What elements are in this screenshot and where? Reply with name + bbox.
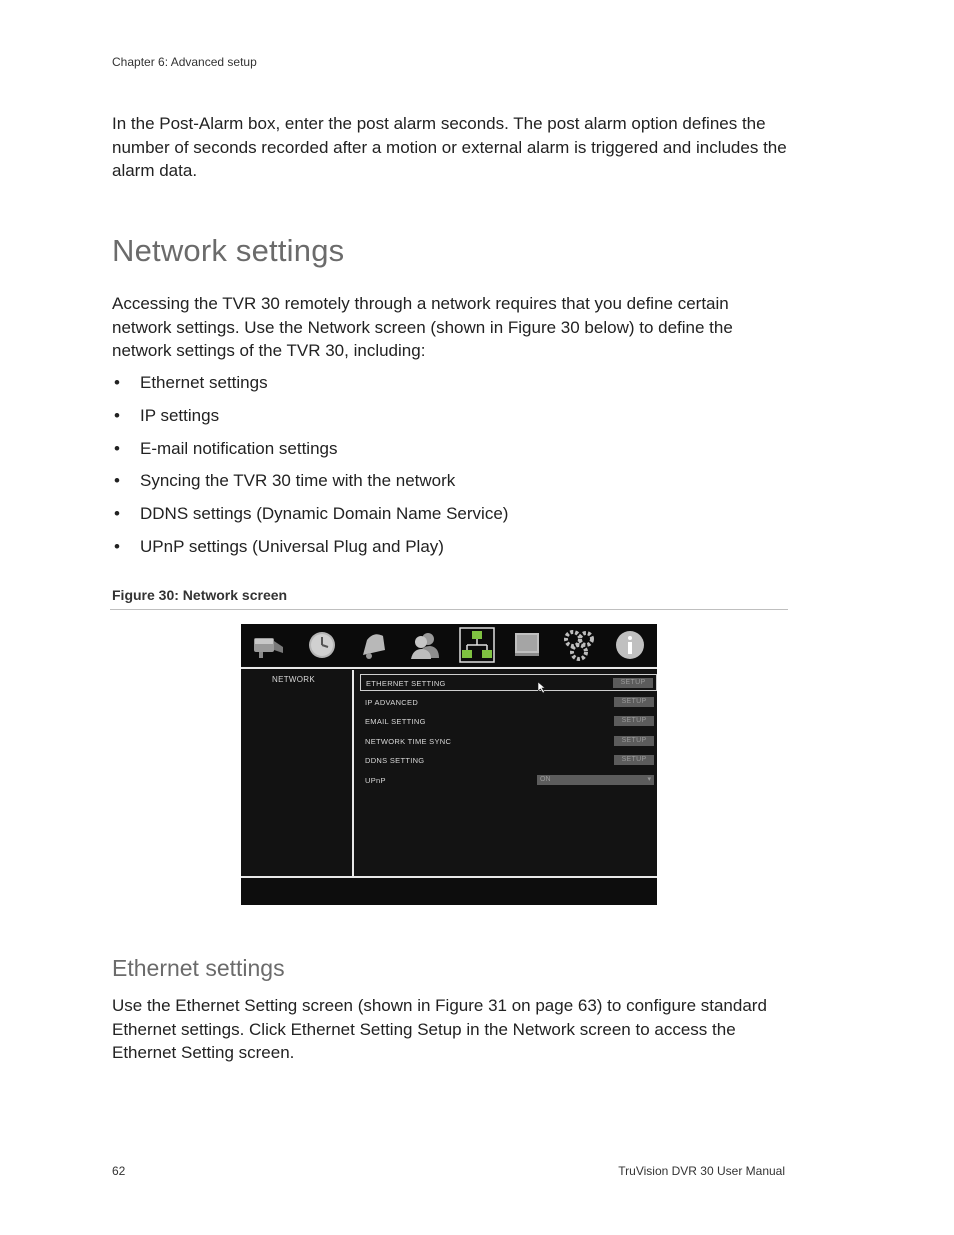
running-header: Chapter 6: Advanced setup [112, 55, 257, 69]
bullet-icon: • [114, 373, 120, 392]
ddns-setup-button[interactable]: SETUP [614, 755, 654, 765]
caption-rule [110, 609, 788, 610]
ddns-setting-row[interactable] [360, 752, 657, 769]
users-icon[interactable] [408, 628, 442, 662]
gears-icon[interactable] [562, 628, 596, 662]
ip-advanced-setup-button[interactable]: SETUP [614, 697, 654, 707]
info-icon[interactable] [613, 628, 647, 662]
camera-icon[interactable] [251, 628, 285, 662]
list-item: • E-mail notification settings [114, 438, 338, 458]
monitor-icon[interactable] [511, 628, 545, 662]
email-setting-row[interactable] [360, 713, 657, 730]
row-label: UPnP [365, 776, 386, 785]
network-icon[interactable] [459, 627, 495, 663]
list-item: • DDNS settings (Dynamic Domain Name Service) [114, 504, 509, 524]
network-time-sync-row[interactable] [360, 733, 657, 750]
row-label: IP ADVANCED [365, 698, 419, 707]
section-title: Network settings [112, 233, 345, 268]
left-nav-panel [241, 670, 352, 876]
row-label: EMAIL SETTING [365, 717, 426, 726]
page-number: 62 [112, 1164, 126, 1178]
manual-title: TruVision DVR 30 User Manual [618, 1164, 785, 1178]
row-label: NETWORK TIME SYNC [365, 737, 452, 746]
status-bar [241, 878, 657, 905]
menu-icon-bar [241, 624, 657, 666]
alarm-bell-icon[interactable] [357, 628, 391, 662]
time-sync-setup-button[interactable]: SETUP [614, 736, 654, 746]
bullet-icon: • [114, 536, 120, 556]
nav-item-network[interactable]: NETWORK [272, 675, 315, 684]
upnp-select[interactable] [537, 775, 654, 785]
bullet-icon: • [114, 405, 120, 425]
bullet-icon: • [114, 504, 120, 524]
figure-caption: Figure 30: Network screen [112, 587, 288, 603]
ip-advanced-row[interactable] [360, 694, 657, 711]
settings-bullet-list [112, 371, 508, 568]
list-item: • Ethernet settings [114, 373, 268, 392]
ethernet-setting-row[interactable] [360, 674, 657, 691]
upnp-row[interactable] [360, 772, 657, 789]
list-item: • IP settings [114, 405, 220, 425]
email-setup-button[interactable]: SETUP [614, 716, 654, 726]
intro-paragraph: In the Post-Alarm box, enter the post alarm seconds. The post alarm option defines the number of seconds recorded after a motion or external alarm is triggered and includes the alarm data. [112, 114, 787, 180]
section-paragraph: Accessing the TVR 30 remotely through a network requires that you define certain network settings. Use the Network screen (shown in Figure 30 below) to define the network settings of the TVR 30, including: [112, 294, 733, 360]
mouse-pointer-icon [538, 682, 548, 694]
list-item: • Syncing the TVR 30 time with the network [114, 471, 456, 491]
subsection-paragraph: Use the Ethernet Setting screen (shown in Figure 31 on page 63) to configure standard Ethernet settings. Click Ethernet Setting Setup in the Network screen to access the Ethernet Setting screen. [112, 996, 767, 1062]
list-item: • UPnP settings (Universal Plug and Play) [114, 536, 444, 556]
ethernet-setup-button[interactable]: SETUP [613, 678, 653, 688]
row-label: DDNS SETTING [365, 756, 425, 765]
header-divider [241, 667, 657, 669]
bullet-icon: • [114, 471, 120, 491]
clock-icon[interactable] [305, 628, 339, 662]
subsection-title: Ethernet settings [112, 955, 285, 981]
row-label: ETHERNET SETTING [366, 679, 446, 688]
upnp-value: ON [540, 776, 551, 783]
network-screen-figure [241, 624, 657, 905]
chevron-down-icon: ▾ [647, 776, 651, 783]
bullet-icon: • [114, 438, 120, 458]
